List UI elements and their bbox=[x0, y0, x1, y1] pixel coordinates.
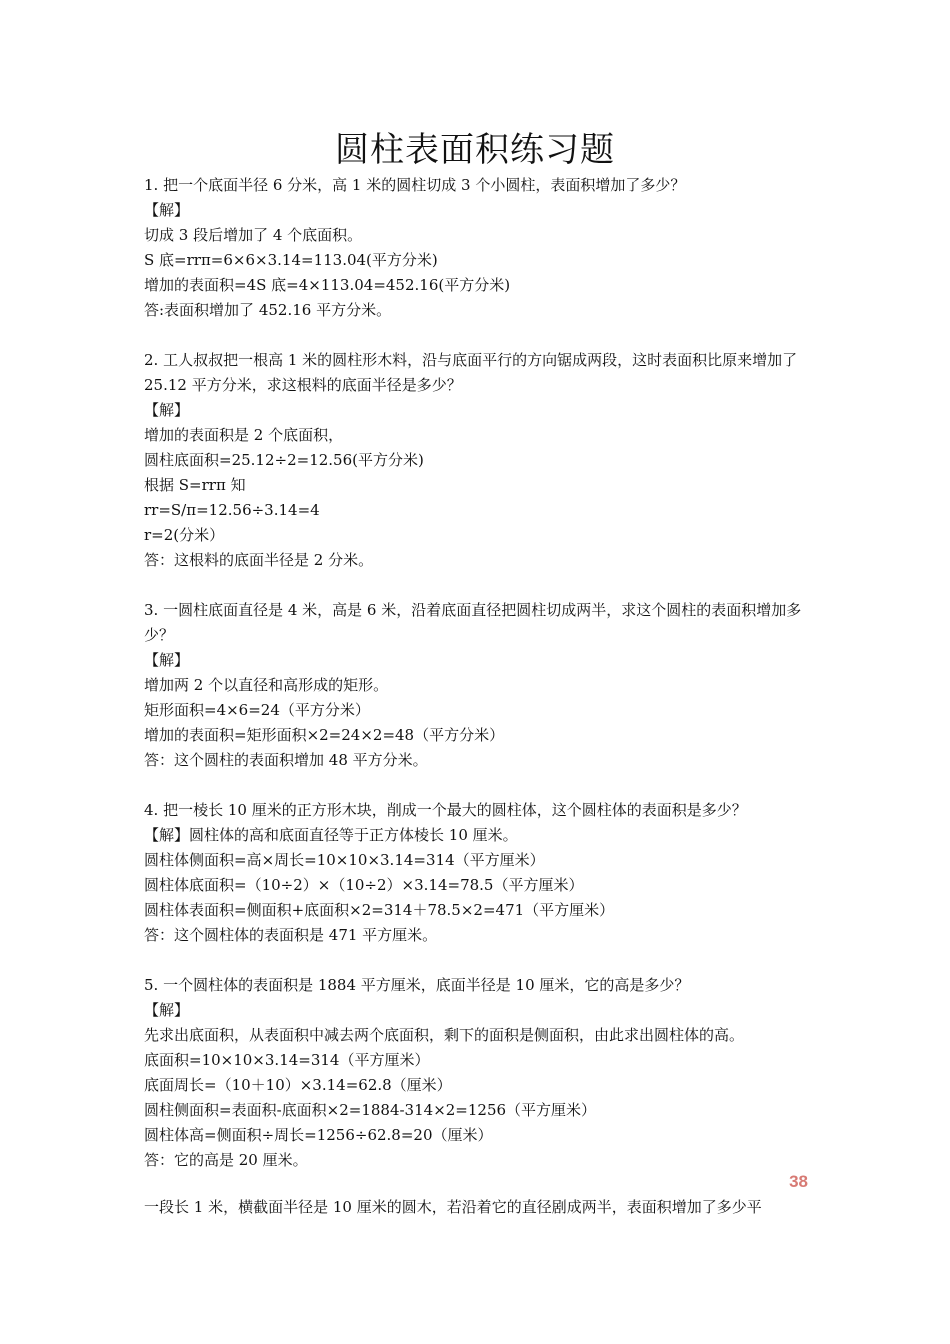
problem-2-answer: 答：这根料的底面半径是 2 分米。 bbox=[144, 551, 374, 569]
paragraph-gap bbox=[144, 773, 810, 798]
paragraph-gap bbox=[144, 323, 810, 348]
problem-5-solution-line: 底面积=10×10×3.14=314（平方厘米） bbox=[144, 1051, 430, 1069]
problem-3-solution-line: 增加两 2 个以直径和高形成的矩形。 bbox=[144, 676, 389, 694]
problem-2-solution-line: r=2(分米） bbox=[144, 526, 225, 544]
problem-5-answer: 答：它的高是 20 厘米。 bbox=[144, 1151, 308, 1169]
problem-3-solution-label: 【解】 bbox=[144, 651, 190, 669]
problem-3-solution-line: 增加的表面积=矩形面积×2=24×2=48（平方分米） bbox=[144, 726, 505, 744]
problem-1-solution-line: 切成 3 段后增加了 4 个底面积。 bbox=[144, 226, 363, 244]
problem-1-answer: 答:表面积增加了 452.16 平方分米。 bbox=[144, 301, 392, 319]
problem-2-solution-label: 【解】 bbox=[144, 401, 190, 419]
problem-3-solution-line: 矩形面积=4×6=24（平方分米） bbox=[144, 701, 370, 719]
problem-5-solution-line: 圆柱体高=侧面积÷周长=1256÷62.8=20（厘米） bbox=[144, 1126, 493, 1144]
problem-5-solution-line: 底面周长=（10＋10）×3.14=62.8（厘米） bbox=[144, 1076, 452, 1094]
problem-2-solution-line: 增加的表面积是 2 个底面积， bbox=[144, 426, 344, 444]
problem-4-solution-line: 圆柱体表面积=侧面积+底面积×2=314＋78.5×2=471（平方厘米） bbox=[144, 901, 615, 919]
problem-1-solution-line: S 底=rrπ=6×6×3.14=113.04(平方分米) bbox=[144, 251, 438, 269]
problem-1 bbox=[144, 173, 810, 323]
problem-5-solution-line: 圆柱侧面积=表面积-底面积×2=1884-314×2=1256（平方厘米） bbox=[144, 1101, 597, 1119]
document-body bbox=[144, 173, 810, 1173]
problem-2-solution-line: rr=S/π=12.56÷3.14=4 bbox=[144, 501, 320, 519]
problem-4-solution-line: 圆柱体侧面积=高×周长=10×10×3.14=314（平方厘米） bbox=[144, 851, 545, 869]
problem-2-solution-line: 圆柱底面积=25.12÷2=12.56(平方分米) bbox=[144, 451, 424, 469]
problem-1-solution-label: 【解】 bbox=[144, 201, 190, 219]
page-number: 38 bbox=[789, 1172, 808, 1191]
problem-4-answer: 答：这个圆柱体的表面积是 471 平方厘米。 bbox=[144, 926, 438, 944]
problem-1-question: 1. 把一个底面半径 6 分米，高 1 米的圆柱切成 3 个小圆柱，表面积增加了多少？ bbox=[144, 176, 686, 194]
paragraph-gap bbox=[144, 573, 810, 598]
problem-2-question: 2. 工人叔叔把一根高 1 米的圆柱形木料，沿与底面平行的方向锯成两段，这时表面积比原来增加了 25.12 平方分米，求这根料的底面半径是多少？ bbox=[144, 351, 798, 394]
problem-5-solution-line: 先求出底面积，从表面积中减去两个底面积，剩下的面积是侧面积，由此求出圆柱体的高。 bbox=[144, 1026, 745, 1044]
problem-2 bbox=[144, 348, 810, 573]
problem-5 bbox=[144, 973, 810, 1173]
problem-5-solution-label: 【解】 bbox=[144, 1001, 190, 1019]
problem-4-solution-line: 【解】圆柱体的高和底面直径等于正方体棱长 10 厘米。 bbox=[144, 826, 518, 844]
problem-4 bbox=[144, 798, 810, 948]
problem-5-question: 5. 一个圆柱体的表面积是 1884 平方厘米，底面半径是 10 厘米，它的高是多少？ bbox=[144, 976, 690, 994]
paragraph-gap bbox=[144, 948, 810, 973]
page-title: 圆柱表面积练习题 bbox=[335, 130, 615, 170]
next-problem-text: 一段长 1 米，横截面半径是 10 厘米的圆木，若沿着它的直径剧成两半，表面积增加了多少平 bbox=[144, 1198, 762, 1216]
problem-3 bbox=[144, 598, 810, 773]
problem-4-question: 4. 把一棱长 10 厘米的正方形木块，削成一个最大的圆柱体，这个圆柱体的表面积是多少？ bbox=[144, 801, 747, 819]
problem-2-solution-line: 根据 S=rrπ 知 bbox=[144, 476, 246, 494]
problem-4-solution-line: 圆柱体底面积=（10÷2）×（10÷2）×3.14=78.5（平方厘米） bbox=[144, 876, 584, 894]
problem-1-solution-line: 增加的表面积=4S 底=4×113.04=452.16(平方分米) bbox=[144, 276, 511, 294]
problem-3-question: 3. 一圆柱底面直径是 4 米，高是 6 米，沿着底面直径把圆柱切成两半，求这个圆柱的表面积增加多少？ bbox=[144, 601, 802, 644]
problem-3-answer: 答：这个圆柱的表面积增加 48 平方分米。 bbox=[144, 751, 428, 769]
